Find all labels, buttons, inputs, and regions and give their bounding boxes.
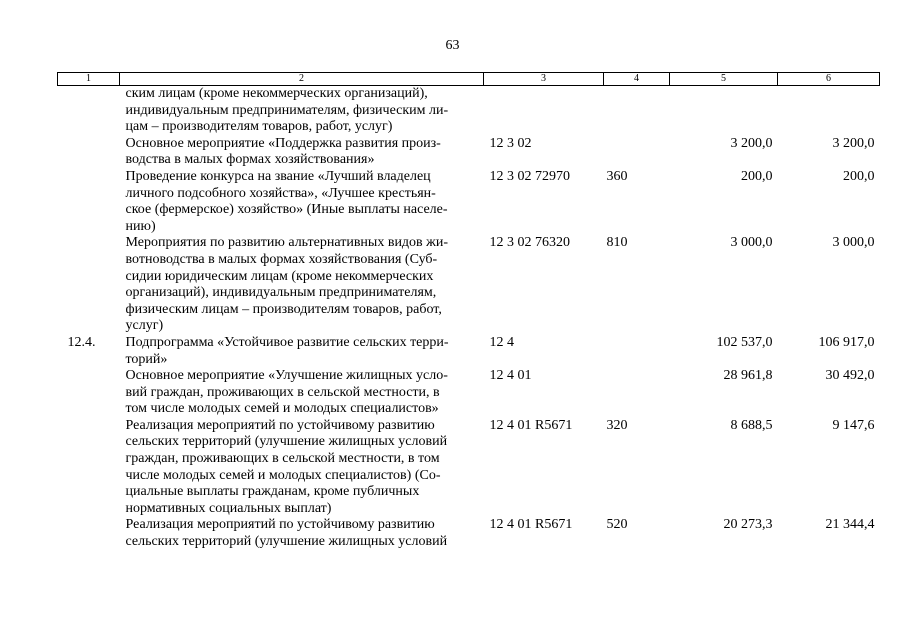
row-code: 12 3 02: [489, 135, 532, 151]
row-value-2: 3 200,0: [832, 135, 875, 151]
row-value-1: 200,0: [741, 168, 773, 184]
row-name: Проведение конкурса на звание «Лучший владелец личного подсобного хозяйства», «Лучшее крестьян- ское (фермерское) хозяйство» (Иные выплаты населе- нию): [125, 168, 448, 234]
column-number-header: [58, 73, 880, 86]
row-type-code: [604, 335, 670, 368]
table-row: [58, 136, 880, 169]
row-number: [58, 517, 120, 550]
row-name: Реализация мероприятий по устойчивому развитию сельских территорий (улучшение жилищных условий: [125, 517, 448, 550]
row-code: 12 3 02 76320: [489, 235, 570, 251]
header-col-2: 2: [120, 73, 484, 86]
row-type-code: 360: [606, 168, 628, 184]
row-type-code: 520: [606, 517, 628, 533]
budget-table: [57, 72, 880, 551]
row-value-2: 21 344,4: [825, 517, 875, 533]
row-value-1: 3 000,0: [730, 235, 773, 251]
row-type-code: [604, 136, 670, 169]
table-row: [58, 418, 880, 518]
row-number: [58, 235, 120, 335]
row-value-1: 28 961,8: [723, 368, 773, 384]
row-value-1: 3 200,0: [730, 135, 773, 151]
row-value-2: [778, 86, 880, 136]
row-number: [58, 418, 120, 518]
table-row: [58, 86, 880, 136]
header-col-3: 3: [484, 73, 604, 86]
table-row: [58, 335, 880, 368]
header-col-1: 1: [58, 73, 120, 86]
row-type-code: [604, 86, 670, 136]
row-value-1: 102 537,0: [716, 334, 773, 350]
row-name: Мероприятия по развитию альтернативных видов жи- вотноводства в малых формах хозяйствования (Суб- сидии юридическим лицам (кроме некоммерческих организаций), индивидуальным предпринимателям, физическим лицам – производителям товаров, работ, услуг): [125, 235, 448, 334]
row-number: [58, 169, 120, 235]
header-col-5: 5: [670, 73, 778, 86]
row-code: 12 4 01 R5671: [489, 417, 573, 433]
row-number: [58, 86, 120, 136]
row-code: [484, 86, 604, 136]
row-name: ским лицам (кроме некоммерческих организаций), индивидуальным предпринимателям, физическим ли- цам – производителям товаров, работ, услуг): [125, 86, 449, 135]
row-value-1: 8 688,5: [730, 417, 773, 433]
table-row: [58, 235, 880, 335]
table-row: [58, 368, 880, 418]
row-value-1: [670, 86, 778, 136]
header-col-6: 6: [778, 73, 880, 86]
row-number: 12.4.: [67, 334, 96, 350]
row-name: Основное мероприятие «Улучшение жилищных усло- вий граждан, проживающих в сельской местности, в том числе молодых семей и молодых специалистов»: [125, 368, 448, 417]
row-value-2: 3 000,0: [832, 235, 875, 251]
table-row: [58, 517, 880, 550]
row-type-code: 320: [606, 417, 628, 433]
row-code: 12 4 01 R5671: [489, 517, 573, 533]
row-code: 12 3 02 72970: [489, 168, 570, 184]
row-value-2: 9 147,6: [832, 417, 875, 433]
row-value-2: 30 492,0: [825, 368, 875, 384]
header-col-4: 4: [604, 73, 670, 86]
row-name: Реализация мероприятий по устойчивому развитию сельских территорий (улучшение жилищных условий граждан, проживающих в сельской местности, в том числе молодых семей и молодых специалистов) (Со- циальные выплаты гражданам, кроме публичных нормативных социальных выплат): [125, 417, 448, 516]
row-code: 12 4 01: [489, 368, 532, 384]
row-value-1: 20 273,3: [723, 517, 773, 533]
row-value-2: 200,0: [843, 168, 875, 184]
row-number: [58, 136, 120, 169]
row-type-code: 810: [606, 235, 628, 251]
table-row: [58, 169, 880, 235]
row-name: Подпрограмма «Устойчивое развитие сельских терри- торий»: [125, 334, 449, 367]
row-type-code: [604, 368, 670, 418]
row-code: 12 4: [489, 334, 514, 350]
page-number: 63: [445, 38, 460, 53]
row-value-2: 106 917,0: [818, 334, 875, 350]
row-name: Основное мероприятие «Поддержка развития произ- водства в малых формах хозяйствования»: [125, 135, 441, 168]
row-number: [58, 368, 120, 418]
